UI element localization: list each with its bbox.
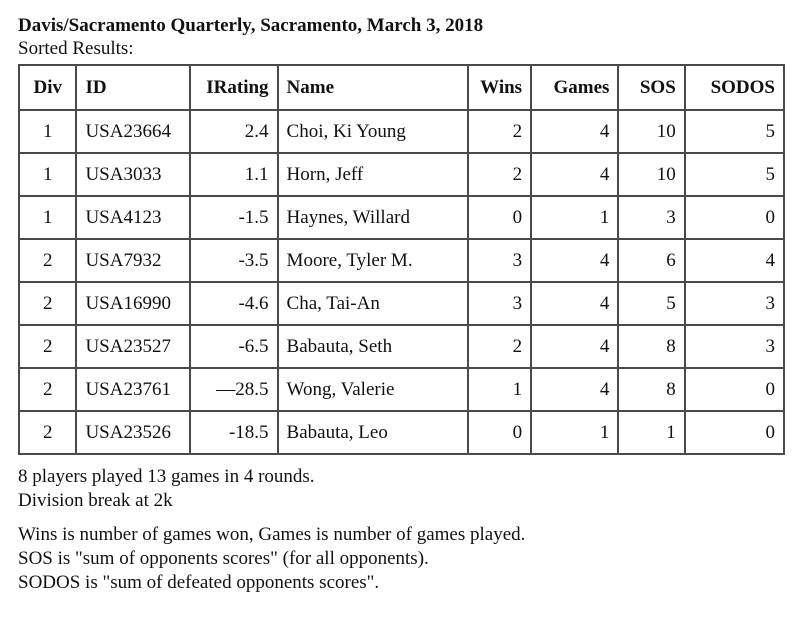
- cell-name: Moore, Tyler M.: [278, 239, 469, 282]
- cell-games: 4: [531, 325, 618, 368]
- cell-id: USA23664: [76, 110, 189, 153]
- cell-div: 2: [19, 282, 76, 325]
- cell-wins: 0: [468, 196, 531, 239]
- summary-games-played: 8 players played 13 games in 4 rounds.: [18, 466, 315, 487]
- cell-irating: -4.6: [190, 282, 278, 325]
- cell-irating: —28.5: [190, 368, 278, 411]
- cell-sodos: 5: [685, 110, 784, 153]
- table-row: [19, 368, 784, 411]
- cell-wins: 3: [468, 239, 531, 282]
- cell-irating: 2.4: [190, 110, 278, 153]
- table-header-row: [19, 65, 784, 110]
- cell-name: Babauta, Leo: [278, 411, 469, 454]
- cell-irating: 1.1: [190, 153, 278, 196]
- cell-sos: 10: [618, 153, 684, 196]
- cell-name: Haynes, Willard: [278, 196, 469, 239]
- page-title: Davis/Sacramento Quarterly, Sacramento, March 3, 2018: [18, 15, 484, 36]
- cell-sodos: 5: [685, 153, 784, 196]
- column-header-wins: Wins: [468, 65, 531, 110]
- column-header-name: Name: [278, 65, 469, 110]
- summary-division-break: Division break at 2k: [18, 490, 173, 511]
- cell-irating: -1.5: [190, 196, 278, 239]
- column-header-sodos: SODOS: [685, 65, 784, 110]
- column-header-games: Games: [531, 65, 618, 110]
- tournament-summary: [18, 465, 782, 513]
- cell-sodos: 0: [685, 411, 784, 454]
- cell-div: 2: [19, 368, 76, 411]
- column-legend: [18, 523, 782, 595]
- cell-sos: 8: [618, 325, 684, 368]
- column-header-sos: SOS: [618, 65, 684, 110]
- cell-name: Wong, Valerie: [278, 368, 469, 411]
- cell-wins: 1: [468, 368, 531, 411]
- legend-wins-games: Wins is number of games won, Games is number of games played.: [18, 524, 526, 545]
- page-subtitle: Sorted Results:: [18, 38, 134, 59]
- cell-games: 4: [531, 239, 618, 282]
- cell-id: USA3033: [76, 153, 189, 196]
- cell-games: 4: [531, 153, 618, 196]
- cell-wins: 3: [468, 282, 531, 325]
- cell-sos: 6: [618, 239, 684, 282]
- cell-sos: 5: [618, 282, 684, 325]
- cell-id: USA23527: [76, 325, 189, 368]
- table-row: [19, 110, 784, 153]
- table-row: [19, 411, 784, 454]
- cell-div: 1: [19, 196, 76, 239]
- cell-wins: 2: [468, 110, 531, 153]
- cell-div: 1: [19, 110, 76, 153]
- cell-div: 2: [19, 411, 76, 454]
- cell-id: USA16990: [76, 282, 189, 325]
- column-header-div: Div: [19, 65, 76, 110]
- cell-name: Horn, Jeff: [278, 153, 469, 196]
- cell-games: 4: [531, 282, 618, 325]
- cell-div: 2: [19, 325, 76, 368]
- legend-sos: SOS is "sum of opponents scores" (for all opponents).: [18, 548, 429, 569]
- cell-games: 4: [531, 110, 618, 153]
- legend-sodos: SODOS is "sum of defeated opponents scores".: [18, 572, 380, 593]
- cell-sodos: 4: [685, 239, 784, 282]
- cell-name: Babauta, Seth: [278, 325, 469, 368]
- cell-id: USA4123: [76, 196, 189, 239]
- cell-wins: 2: [468, 153, 531, 196]
- column-header-irating: IRating: [190, 65, 278, 110]
- cell-name: Cha, Tai-An: [278, 282, 469, 325]
- table-row: [19, 325, 784, 368]
- cell-sodos: 3: [685, 325, 784, 368]
- cell-irating: -6.5: [190, 325, 278, 368]
- cell-games: 1: [531, 411, 618, 454]
- cell-sos: 10: [618, 110, 684, 153]
- cell-wins: 0: [468, 411, 531, 454]
- cell-div: 2: [19, 239, 76, 282]
- table-row: [19, 239, 784, 282]
- cell-name: Choi, Ki Young: [278, 110, 469, 153]
- table-row: [19, 153, 784, 196]
- cell-sos: 8: [618, 368, 684, 411]
- cell-games: 1: [531, 196, 618, 239]
- cell-sos: 1: [618, 411, 684, 454]
- cell-div: 1: [19, 153, 76, 196]
- cell-wins: 2: [468, 325, 531, 368]
- results-table: [18, 64, 785, 455]
- cell-id: USA7932: [76, 239, 189, 282]
- cell-sodos: 0: [685, 368, 784, 411]
- column-header-id: ID: [76, 65, 189, 110]
- cell-sodos: 0: [685, 196, 784, 239]
- cell-id: USA23526: [76, 411, 189, 454]
- cell-games: 4: [531, 368, 618, 411]
- cell-sodos: 3: [685, 282, 784, 325]
- cell-id: USA23761: [76, 368, 189, 411]
- cell-sos: 3: [618, 196, 684, 239]
- table-row: [19, 196, 784, 239]
- table-row: [19, 282, 784, 325]
- cell-irating: -18.5: [190, 411, 278, 454]
- cell-irating: -3.5: [190, 239, 278, 282]
